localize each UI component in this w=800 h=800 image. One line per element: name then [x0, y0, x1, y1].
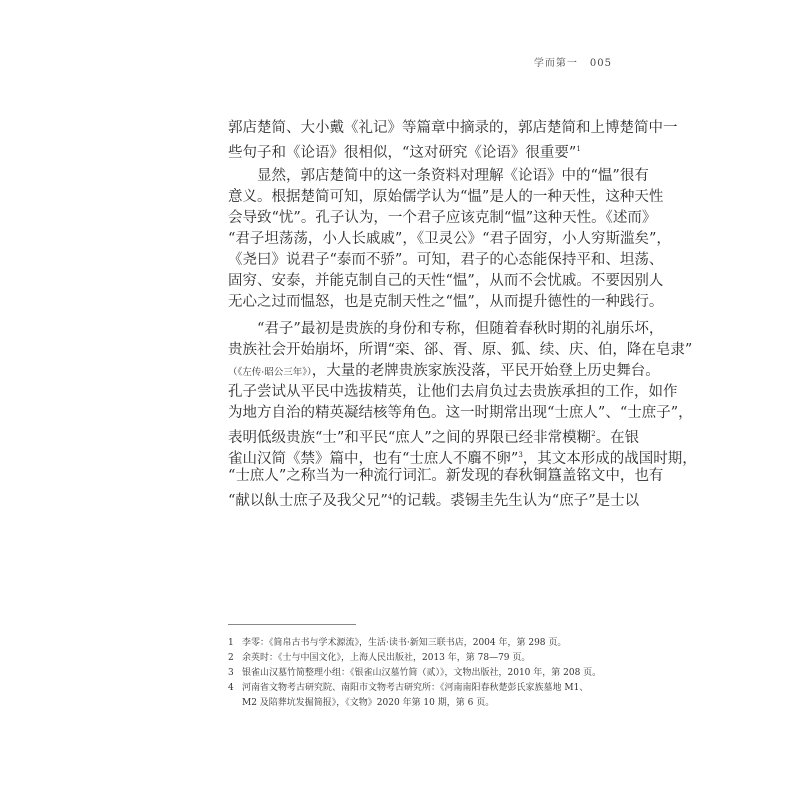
footnote-continuation: M2 及陪葬坑发掘简报》，《文物》2020 年第 10 期，第 6 页。 [242, 698, 495, 708]
footnote-text: 李零：《简帛古书与学术源流》，生活·读书·新知三联书店，2004 年，第 298 页。 [242, 638, 567, 648]
body-line: 显然，郭店楚简中的这一条资料对理解《论语》中的“愠”很有 [257, 168, 649, 184]
footnote [228, 666, 628, 681]
body-line: 郭店楚简、大小戴《礼记》等篇章中摘录的，郭店楚简和上博楚简中一 [228, 120, 678, 136]
running-head [522, 54, 612, 69]
footnote-text: 银雀山汉墓竹简整理小组：《银雀山汉墓竹简（贰）》，文物出版社，2010 年，第 208 页。 [242, 668, 602, 678]
footnote-text: 余英时：《士与中国文化》，上海人民出版社，2013 年，第 78—79 页。 [242, 653, 531, 663]
footnote [228, 651, 628, 666]
body-line [228, 445, 697, 467]
footnote-number: 2 [228, 653, 234, 663]
body-line: 无心之过而愠怒，也是克制天性之“愠”，从而提升德性的一种践行。 [228, 294, 664, 310]
inline-citation: （《左传·昭公三年》） [228, 367, 312, 378]
body-line-text: ，大量的老牌贵族家族没落，平民开始登上历史舞台。 [311, 363, 660, 379]
body-line-text: 雀山汉简《禁》篇中，也有“士庶人不麛不卵” [228, 451, 519, 467]
body-line-text: “献以飤士庶子及我父兄” [228, 493, 388, 509]
footnote-ref[interactable]: 1 [576, 145, 581, 153]
body-line: 为地方自治的精英凝结核等角色。这一时期常出现“士庶人”、“士庶子”， [228, 405, 693, 421]
body-line: “士庶人”之称当为一种流行词汇。新发现的春秋铜簋盖铭文中，也有 [228, 468, 664, 484]
body-line-text: 的记载。裘锡圭先生认为“庶子”是士以 [392, 493, 640, 509]
body-line-text: 。在银 [595, 430, 640, 446]
footnote-number: 1 [228, 638, 234, 648]
body-line [228, 361, 660, 382]
footnote-ref[interactable]: 3 [518, 451, 523, 459]
footnote-number: 4 [228, 683, 234, 693]
body-line: “君子坦荡荡，小人长戚戚”，《卫灵公》“君子固穷，小人穷斯滥矣”， [228, 231, 671, 247]
body-line-text: ，其文本形成的战国时期， [522, 451, 697, 467]
body-line: “君子”最初是贵族的身份和专称，但随着春秋时期的礼崩乐坏， [257, 321, 664, 337]
body-line [228, 139, 628, 160]
body-line: 贵族社会开始崩坏，所谓“栾、郤、胥、原、狐、续、庆、伯，降在皂隶” [228, 342, 693, 358]
footnotes [228, 636, 628, 711]
body-text [228, 118, 697, 509]
body-line: 孔子尝试从平民中选拔精英，让他们去肩负过去贵族承担的工作，如作 [228, 384, 678, 400]
footnote-ref[interactable]: 2 [591, 430, 596, 438]
page-number: 005 [589, 58, 612, 69]
body-line: 固穷、安泰，并能克制自己的天性“愠”，从而不会忧戚。不要因别人 [228, 273, 664, 289]
body-line [228, 487, 640, 509]
footnote-ref[interactable]: 4 [387, 493, 393, 501]
footnote-number: 3 [228, 668, 234, 678]
body-line: 会导致“忧”。孔子认为，一个君子应该克制“愠”这种天性。《述而》 [228, 210, 657, 226]
footnote-text: 河南省文物考古研究院、南阳市文物考古研究所：《河南南阳春秋楚彭氏家族墓地 M1、 [242, 683, 589, 693]
body-line: 意义。根据楚简可知，原始儒学认为“愠”是人的一种天性，这种天性 [228, 189, 664, 205]
body-line [228, 424, 640, 446]
footnote [228, 681, 628, 696]
section-title: 学而第一 [533, 58, 578, 69]
body-line: 《尧曰》说君子“泰而不骄”。可知，君子的心态能保持平和、坦荡、 [228, 252, 664, 268]
footnote [228, 636, 628, 651]
body-line-text: 些句子和《论语》很相似，“这对研究《论语》很重要” [228, 145, 577, 161]
body-line-text: 表明低级贵族“士”和平民“庶人”之间的界限已经非常模糊 [228, 430, 592, 446]
footnote-divider [228, 624, 356, 625]
